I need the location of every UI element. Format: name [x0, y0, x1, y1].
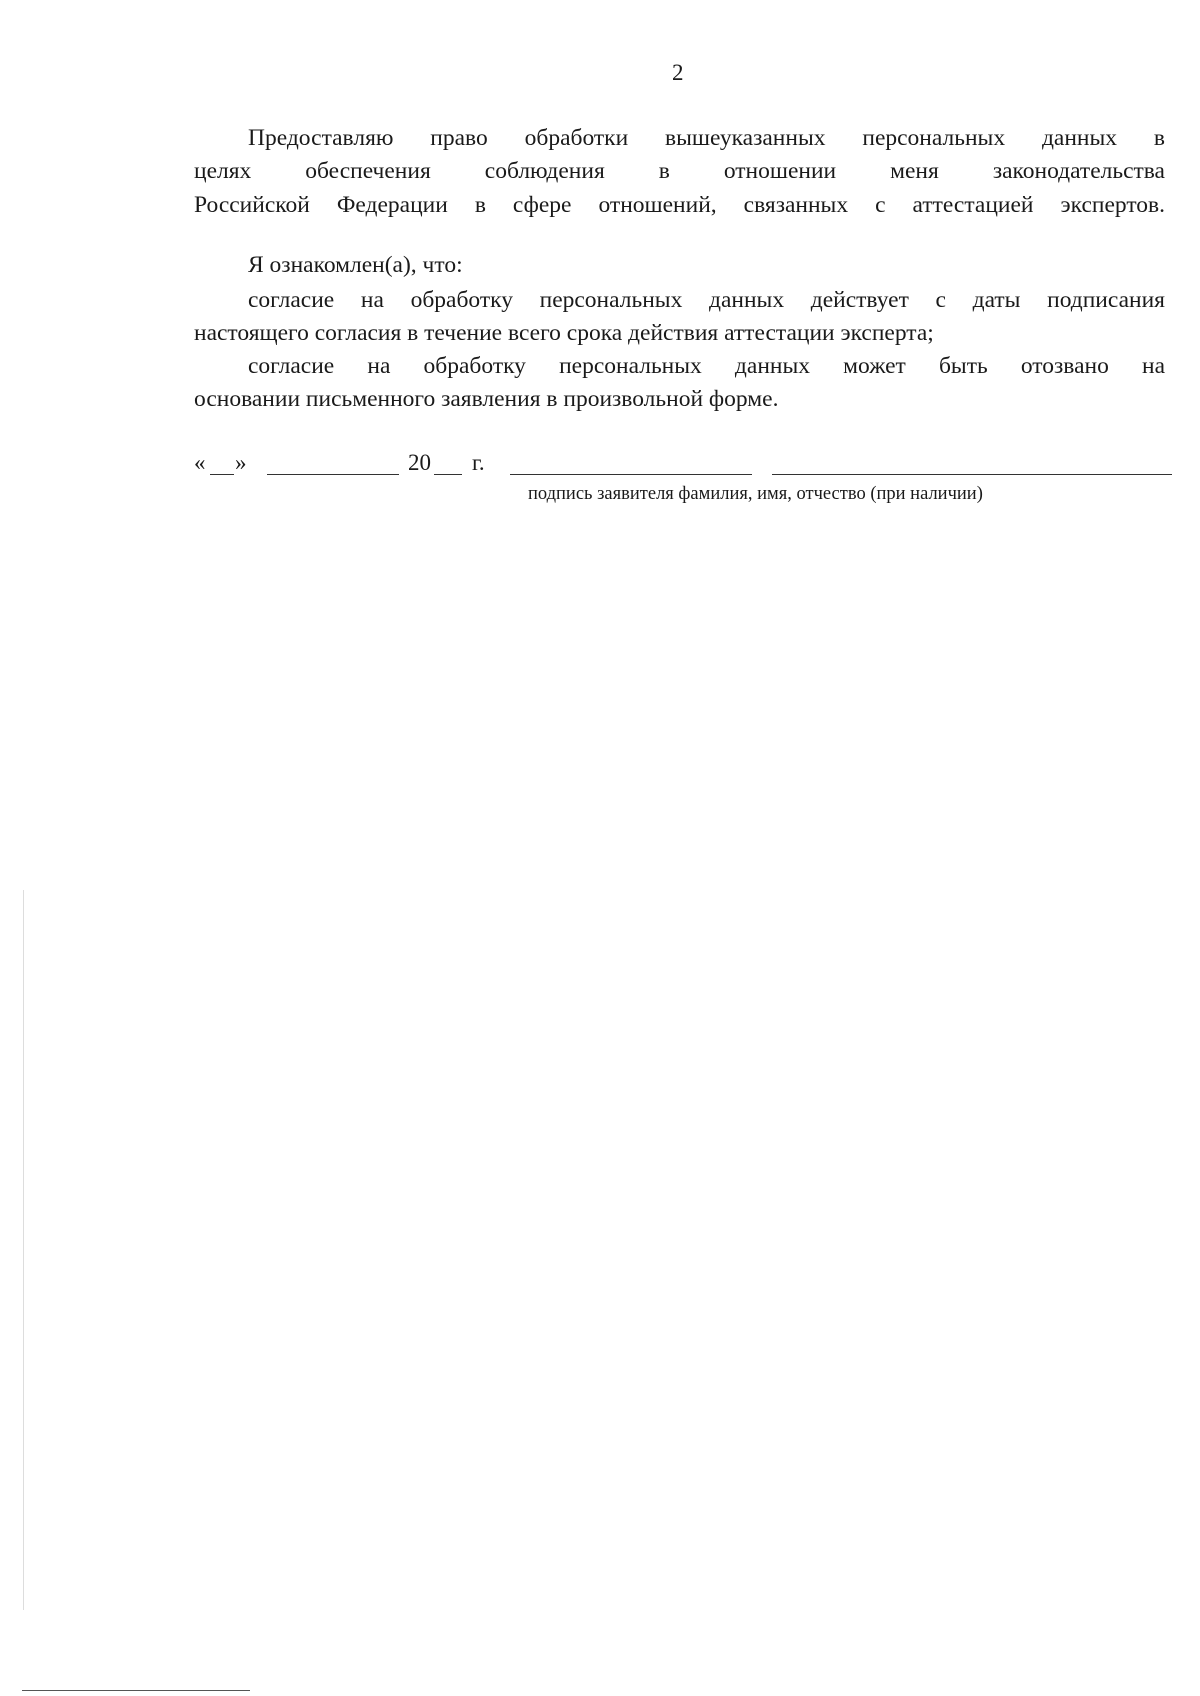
signature-caption: подпись заявителя фамилия, имя, отчество (при наличии)	[528, 484, 983, 504]
page-number: 2	[672, 60, 684, 85]
footnote-divider	[22, 1690, 250, 1691]
full-name-line	[772, 474, 1172, 475]
day-blank	[210, 474, 234, 475]
year-blank	[434, 474, 462, 475]
acknowledgement-line: настоящего согласия в течение всего срока действия аттестации эксперта;	[194, 320, 934, 346]
acknowledgement-line: согласие на обработку персональных данных действует с даты подписания	[248, 287, 1165, 313]
paragraph1-line: Предоставляю право обработки вышеуказанных персональных данных в	[248, 125, 1165, 151]
paragraph1-line: Российской Федерации в сфере отношений, связанных с аттестацией экспертов.	[194, 192, 1165, 218]
signature-line	[510, 474, 752, 475]
year-suffix: г.	[472, 450, 485, 475]
day-open-quote: «	[194, 450, 206, 475]
acknowledgement-intro: Я ознакомлен(а), что:	[248, 252, 463, 278]
month-blank	[267, 474, 399, 475]
paragraph1-line: целях обеспечения соблюдения в отношении меня законодательства	[194, 158, 1165, 184]
scan-edge-mark	[23, 890, 24, 1610]
acknowledgement-line: основании письменного заявления в произвольной форме.	[194, 386, 779, 412]
day-close-quote: »	[235, 450, 247, 475]
year-prefix: 20	[408, 450, 431, 475]
acknowledgement-line: согласие на обработку персональных данных может быть отозвано на	[248, 353, 1165, 379]
